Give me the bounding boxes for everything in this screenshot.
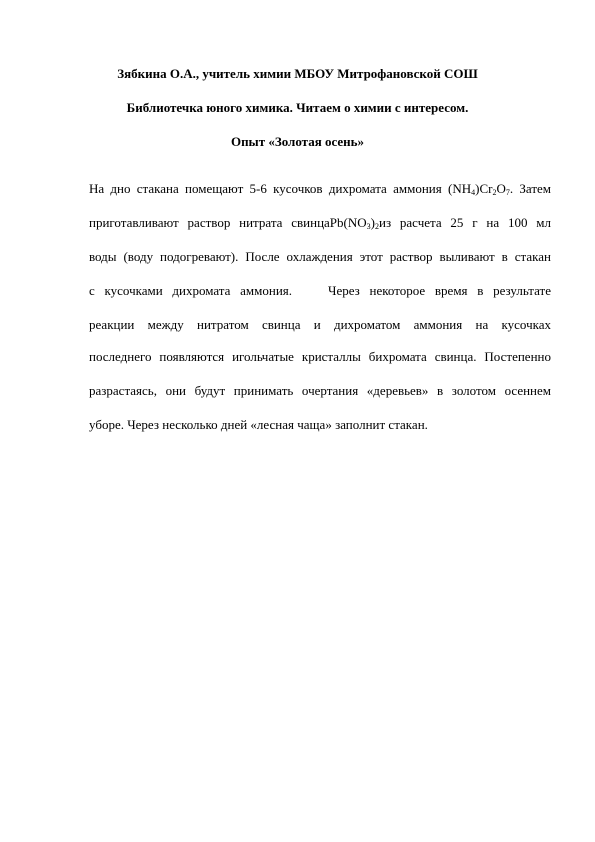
subscript: 2	[375, 222, 379, 231]
body-line-3: воды (воду подогревают). После охлаждения этот раствор выливают в стакан	[89, 249, 551, 264]
experiment-title: Опыт «Золотая осень»	[230, 134, 365, 149]
body-text: с кусочками дихромата аммония.	[89, 283, 293, 298]
body-line-4	[89, 283, 551, 299]
body-text: из расчета 25 г на 100 мл	[379, 215, 551, 230]
body-line-2	[89, 215, 551, 231]
body-text: )Cr	[475, 181, 493, 196]
body-text: На дно стакана помещают 5-6 кусочков дихромата аммония (NH	[89, 181, 472, 196]
subscript: 3	[366, 222, 371, 231]
author-line: Зябкина О.А., учитель химии МБОУ Митрофановской СОШ	[117, 66, 478, 81]
body-line-7: разрастаясь, они будут принимать очертания «деревьев» в золотом осеннем	[89, 383, 551, 398]
body-text: O	[496, 181, 506, 196]
body-line-1	[89, 181, 551, 197]
body-line-5: реакции между нитратом свинца и дихроматом аммония на кусочках	[89, 317, 551, 332]
subscript: 7	[505, 188, 510, 197]
body-line-6: последнего появляются игольчатые кристаллы бихромата свинца. Постепенно	[89, 349, 551, 364]
body-text: )	[370, 215, 375, 230]
body-line-8: уборе. Через несколько дней «лесная чаща» заполнит стакан.	[89, 417, 428, 432]
subscript: 2	[492, 188, 497, 197]
series-line: Библиотечка юного химика. Читаем о химии с интересом.	[126, 100, 469, 115]
subscript: 4	[471, 188, 476, 197]
body-text: Через некоторое время в результате	[328, 283, 551, 298]
body-text: . Затем	[509, 181, 551, 196]
body-text: приготавливают раствор нитрата свинцаPb(NO	[89, 215, 367, 230]
